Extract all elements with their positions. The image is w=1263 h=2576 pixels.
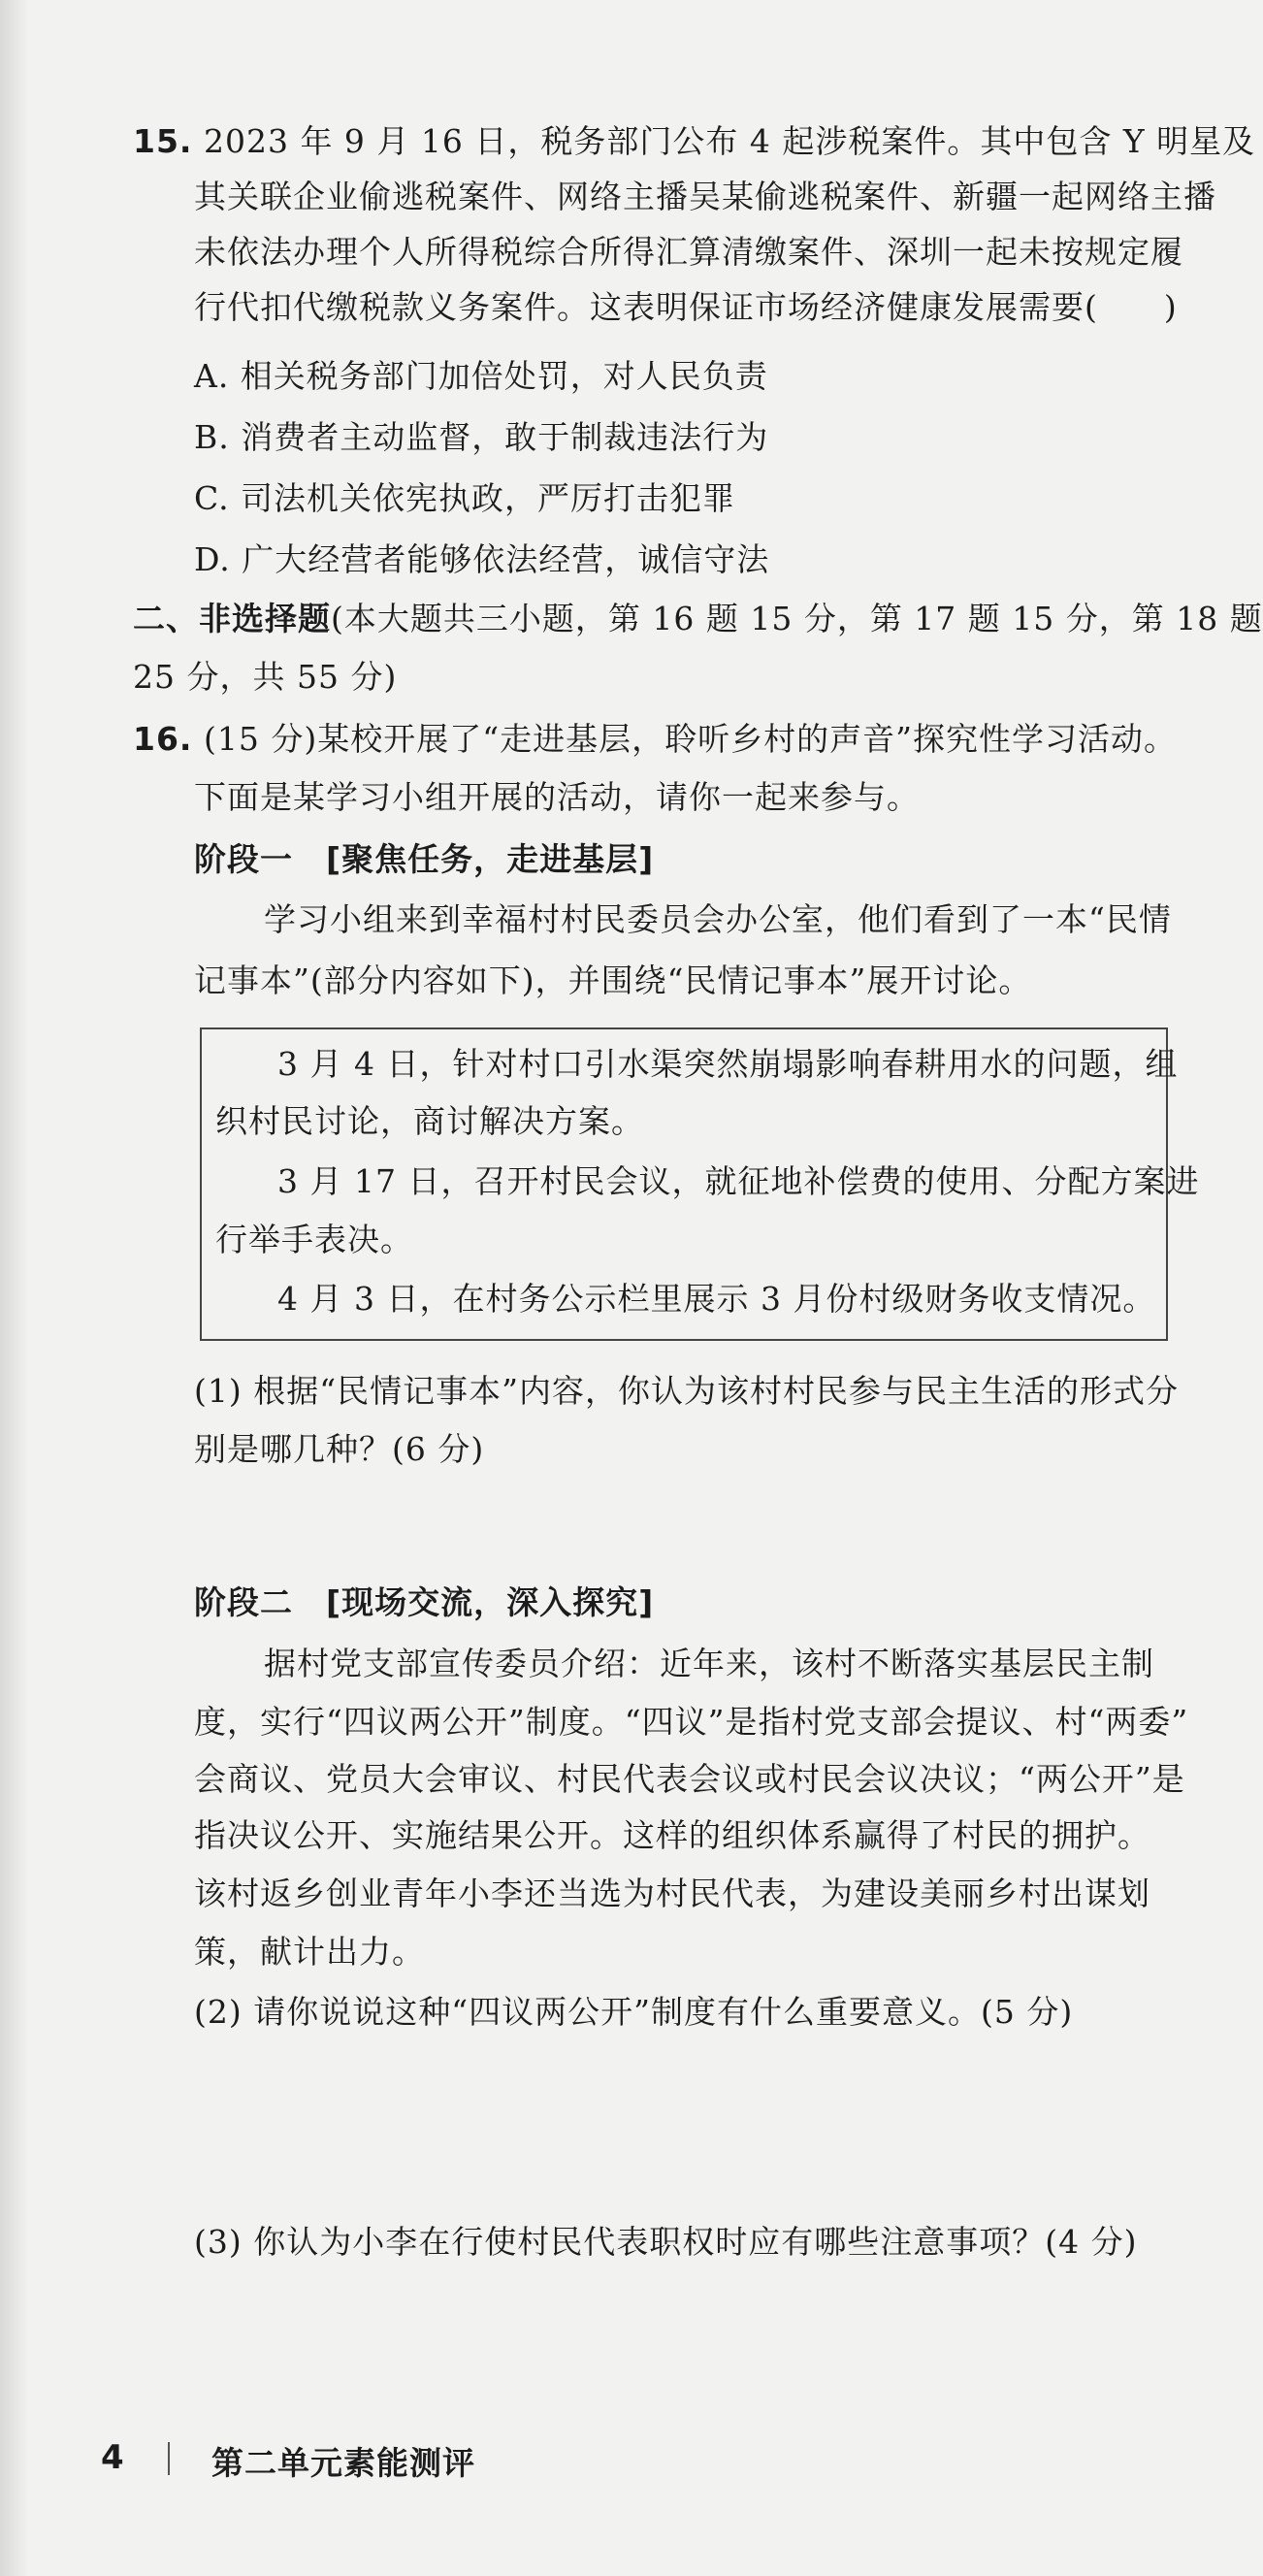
section2-line-2: 25 分，共 55 分)	[133, 658, 398, 696]
footer-divider	[168, 2442, 170, 2475]
footer-title: 第二单元素能测评	[211, 2444, 475, 2482]
notebook-line-4: 行举手表决。	[215, 1221, 413, 1258]
stage2-line-4: 指决议公开、实施结果公开。这样的组织体系赢得了村民的拥护。	[194, 1816, 1150, 1854]
stage2-line-3: 会商议、党员大会审议、村民代表会议或村民会议决议；“两公开”是	[194, 1760, 1185, 1798]
section2-heading-line	[133, 598, 1263, 640]
q15-option-d: D. 广大经营者能够依法经营，诚信守法	[194, 540, 770, 578]
q15-option-a: A. 相关税务部门加倍处罚，对人民负责	[194, 357, 768, 395]
sub-question-1-line-1: (1) 根据“民情记事本”内容，你认为该村村民参与民主生活的形式分	[194, 1372, 1179, 1410]
sub-question-3: (3) 你认为小李在行使村民代表职权时应有哪些注意事项？(4 分)	[194, 2223, 1138, 2261]
sub-question-1-line-2: 别是哪几种？(6 分)	[194, 1430, 485, 1468]
section2-heading: 二、非选择题	[133, 600, 331, 637]
page-edge-shadow	[0, 0, 29, 2576]
q15-line-4: 行代扣代缴税款义务案件。这表明保证市场经济健康发展需要( )	[194, 288, 1178, 326]
q15-line-2: 其关联企业偷逃税案件、网络主播吴某偷逃税案件、新疆一起网络主播	[194, 178, 1216, 215]
page-number: 4	[101, 2438, 124, 2477]
q16-line-1	[133, 718, 1177, 761]
q15-option-c: C. 司法机关依宪执政，严厉打击犯罪	[194, 479, 736, 517]
q15-line-3: 未依法办理个人所得税综合所得汇算清缴案件、深圳一起未按规定履	[194, 233, 1183, 271]
stage2-line-1: 据村党支部宣传委员介绍：近年来，该村不断落实基层民主制	[264, 1645, 1154, 1682]
notebook-line-3: 3 月 17 日，召开村民会议，就征地补偿费的使用、分配方案进	[277, 1162, 1200, 1200]
q15-option-b: B. 消费者主动监督，敢于制裁违法行为	[194, 418, 769, 456]
q16-number: 16.	[133, 720, 193, 758]
q15-number: 15.	[133, 122, 193, 160]
q16-intro-1: (15 分)某校开展了“走进基层，聆听乡村的声音”探究性学习活动。	[203, 720, 1177, 758]
notebook-line-5: 4 月 3 日，在村务公示栏里展示 3 月份村级财务收支情况。	[277, 1280, 1156, 1318]
notebook-line-2: 织村民讨论，商讨解决方案。	[215, 1102, 644, 1140]
stage1-para-2: 记事本”(部分内容如下)，并围绕“民情记事本”展开讨论。	[194, 962, 1032, 999]
notebook-line-1: 3 月 4 日，针对村口引水渠突然崩塌影响春耕用水的问题，组	[277, 1045, 1179, 1083]
q15-text-1: 2023 年 9 月 16 日，税务部门公布 4 起涉税案件。其中包含 Y 明星及	[203, 122, 1256, 160]
q15-line-1	[133, 120, 1255, 163]
section2-rest: (本大题共三小题，第 16 题 15 分，第 17 题 15 分，第 18 题	[331, 600, 1263, 637]
stage2-line-6: 策，献计出力。	[194, 1933, 425, 1971]
stage2-title: 阶段二 [现场交流，深入探究]	[194, 1583, 655, 1621]
stage2-line-2: 度，实行“四议两公开”制度。“四议”是指村党支部会提议、村“两委”	[194, 1703, 1189, 1741]
stage1-para-1: 学习小组来到幸福村村民委员会办公室，他们看到了一本“民情	[264, 900, 1172, 938]
stage1-title: 阶段一 [聚焦任务，走进基层]	[194, 840, 655, 878]
q16-intro-2: 下面是某学习小组开展的活动，请你一起来参与。	[194, 778, 920, 816]
stage2-line-5: 该村返乡创业青年小李还当选为村民代表，为建设美丽乡村出谋划	[194, 1875, 1150, 1912]
sub-question-2: (2) 请你说说这种“四议两公开”制度有什么重要意义。(5 分)	[194, 1993, 1074, 2031]
